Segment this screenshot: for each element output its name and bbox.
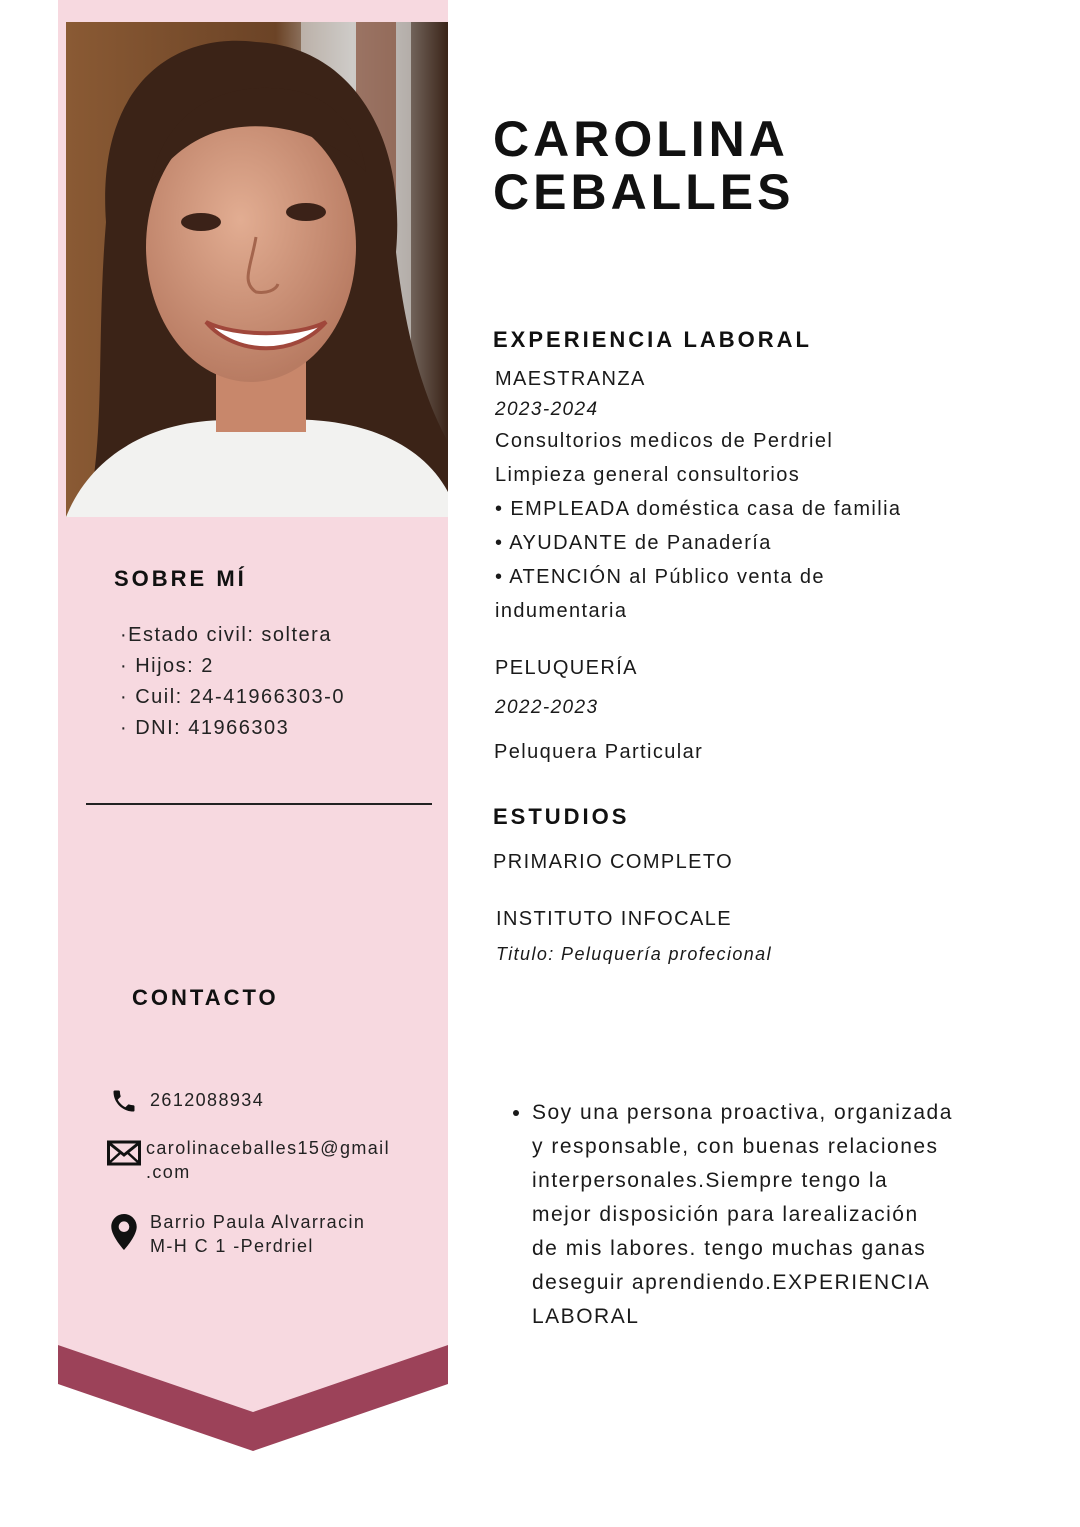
studies-heading: ESTUDIOS bbox=[493, 804, 630, 829]
email-address[interactable] bbox=[146, 1136, 390, 1184]
profile-line-7: LABORAL bbox=[532, 1305, 640, 1328]
studies-degree: Titulo: Peluquería profecional bbox=[496, 944, 772, 964]
about-cuil: · Cuil: 24-41966303-0 bbox=[120, 686, 345, 708]
address bbox=[150, 1210, 365, 1258]
experience-heading: EXPERIENCIA LABORAL bbox=[493, 327, 812, 352]
profile-summary bbox=[508, 1096, 1012, 1334]
contact-email bbox=[106, 1136, 390, 1184]
about-dni: · DNI: 41966303 bbox=[120, 717, 290, 739]
address-line-2: M-H C 1 -Perdriel bbox=[150, 1236, 314, 1256]
contact-phone bbox=[106, 1084, 264, 1118]
job1-line-5: • ATENCIÓN al Público venta de bbox=[495, 566, 825, 588]
phone-icon bbox=[106, 1084, 142, 1118]
job2-years: 2022-2023 bbox=[495, 697, 599, 718]
profile-line-2: y responsable, con buenas relaciones bbox=[532, 1135, 939, 1158]
about-children: · Hijos: 2 bbox=[120, 655, 214, 677]
sidebar-divider bbox=[86, 803, 432, 805]
email-line-1: carolinaceballes15@gmail bbox=[146, 1138, 390, 1158]
profile-line-3: interpersonales.Siempre tengo la bbox=[532, 1169, 889, 1192]
address-line-1: Barrio Paula Alvarracin bbox=[150, 1212, 366, 1232]
about-heading: SOBRE MÍ bbox=[114, 566, 247, 591]
contact-heading: CONTACTO bbox=[132, 985, 279, 1010]
job1-line-6: indumentaria bbox=[495, 600, 628, 622]
profile-line-6: deseguir aprendiendo.EXPERIENCIA bbox=[532, 1271, 931, 1294]
profile-line-1: Soy una persona proactiva, organizada bbox=[532, 1101, 953, 1124]
envelope-icon bbox=[106, 1136, 142, 1170]
studies-primary: PRIMARIO COMPLETO bbox=[493, 851, 734, 873]
job1-line-2: Limpieza general consultorios bbox=[495, 464, 801, 486]
contact-address bbox=[106, 1210, 365, 1258]
job1-title: MAESTRANZA bbox=[495, 368, 646, 390]
studies-institute: INSTITUTO INFOCALE bbox=[496, 908, 732, 930]
job1-line-4: • AYUDANTE de Panadería bbox=[495, 532, 772, 554]
job1-line-3: • EMPLEADA doméstica casa de familia bbox=[495, 498, 902, 520]
location-pin-icon bbox=[106, 1210, 142, 1254]
job1-years: 2023-2024 bbox=[495, 399, 599, 420]
last-name: CEBALLES bbox=[493, 164, 795, 220]
profile-photo bbox=[66, 22, 448, 517]
profile-summary-item bbox=[532, 1096, 1012, 1334]
job2-description: Peluquera Particular bbox=[494, 741, 704, 763]
job1-line-1: Consultorios medicos de Perdriel bbox=[495, 430, 834, 452]
job2-title: PELUQUERÍA bbox=[495, 657, 638, 679]
about-civil-status: ·Estado civil: soltera bbox=[120, 624, 332, 646]
sidebar bbox=[58, 0, 448, 1527]
profile-line-4: mejor disposición para larealización bbox=[532, 1203, 919, 1226]
phone-number[interactable]: 2612088934 bbox=[150, 1090, 265, 1110]
profile-line-5: de mis labores. tengo muchas ganas bbox=[532, 1237, 927, 1260]
about-list bbox=[120, 620, 345, 744]
first-name: CAROLINA bbox=[493, 111, 789, 167]
email-line-2: .com bbox=[146, 1162, 191, 1182]
